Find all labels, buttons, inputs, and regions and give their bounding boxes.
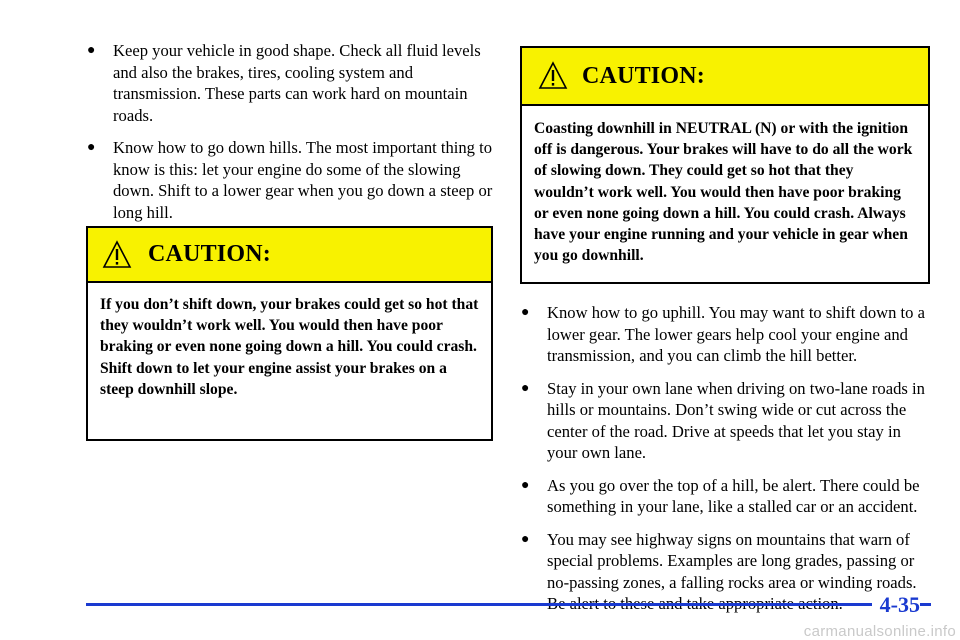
list-item [86,137,493,223]
caution-header [88,228,491,283]
bullet-icon: ● [87,140,96,155]
caution-title: CAUTION: [582,62,705,89]
bullet-icon: ● [521,305,530,320]
warning-triangle-icon [538,61,568,91]
bullet-icon: ● [521,531,530,547]
bullet-text: Know how to go uphill. You may want to shift down to a lower gear. The lower gears help cool your engine and transmission, and you can climb the hill better. [547,303,925,365]
caution-text: If you don’t shift down, your brakes could get so hot that they wouldn’t work well. You would then have poor braking or even none going down a hill. You could crash. Shift down to let your engine assist your brakes on a steep downhill slope. [100,296,479,398]
bullet-text: Know how to go down hills. The most important thing to know is this: let your engine do some of the slowing down. Shift to a lower gear when you go down a steep or long hill. [113,138,493,222]
bullet-icon: ● [87,43,96,58]
caution-header [522,48,928,106]
bullet-icon: ● [521,380,530,396]
left-column [86,40,493,234]
bullet-text: Keep your vehicle in good shape. Check all fluid levels and also the brakes, tires, cooling system and transmission. These parts can work hard on mountain roads. [113,41,481,125]
list-item [520,529,930,615]
bullet-text: Stay in your own lane when driving on two‑lane roads in hills or mountains. Don’t swing wide or cut across the center of the road. Drive at speeds that let you stay in your own lane. [547,378,925,462]
caution-box-right [520,46,930,284]
warning-triangle-icon [102,240,132,270]
list-item [520,302,930,367]
page-number: 4-35 [872,592,920,618]
footer-rule [86,603,931,606]
caution-text: Coasting downhill in NEUTRAL (N) or with the ignition off is dangerous. Your brakes will have to do all the work of slowing down. They could get so hot that they wouldn’t work well. You would then have poor braking or even none going down a hill. You could crash. Always have your engine running and your vehicle in gear when you go downhill. [534,120,913,265]
list-item [520,475,930,518]
list-item [520,378,930,464]
bullet-icon: ● [521,477,530,493]
list-item [86,40,493,126]
caution-box-left [86,226,493,441]
watermark: carmanualsonline.info [803,623,956,640]
caution-title: CAUTION: [148,241,271,267]
bullet-text: You may see highway signs on mountains that warn of special problems. Examples are long grades, passing or no‑passing zones, a falling rocks area or winding roads. [547,529,917,592]
right-column [520,302,930,626]
bullet-text: As you go over the top of a hill, be alert. There could be something in your lane, like a stalled car or an accident. [547,475,920,516]
